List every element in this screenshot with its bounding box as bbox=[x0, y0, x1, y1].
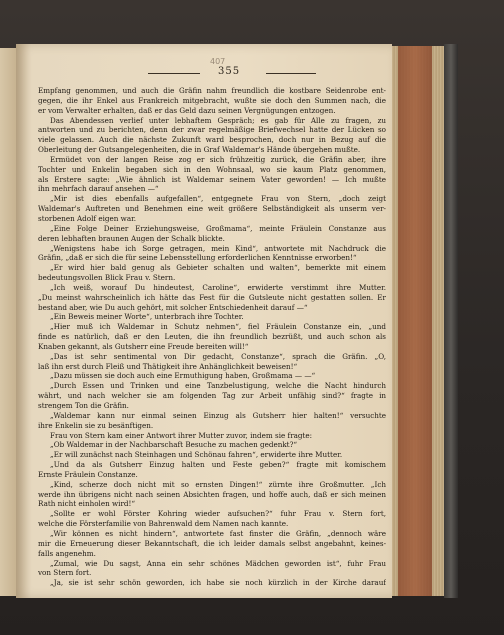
text-line: „Und da als Gutsherr Einzug halten und Feste geben?“ fragte mit komischem bbox=[50, 460, 386, 470]
text-line: er vom Verwalter erhalten, daß er das Geld dazu seinen Vergnügungen entzogen. bbox=[38, 105, 336, 115]
text-line: „Wir können es nicht hindern“, antwortete fast finster die Gräfin, „dennoch wäre bbox=[50, 528, 386, 538]
text-line: bestand aber, wie Du auch gehört, mit solcher Entschiedenheit darauf —“ bbox=[38, 302, 308, 312]
text-line: laß ihn erst durch Fleiß und Thätigkeit ihre Anhänglichkeit beweisen!“ bbox=[38, 361, 298, 371]
text-line: Waldemar's Auftreten und Benehmen eine weit größere Selbständigkeit als unserm ver- bbox=[38, 204, 386, 214]
text-line: „Mir ist dies ebenfalls aufgefallen“, entgegnete Frau von Stern, „doch zeigt bbox=[50, 194, 386, 204]
text-line: „Eine Folge Deiner Erziehungsweise, Großmama“, meinte Fräulein Constanze aus bbox=[50, 223, 386, 233]
red-edge-band bbox=[398, 46, 432, 596]
text-line: antworten und zu berichten, denn der zwar regelmäßige Briefwechsel hatte der Lücken so bbox=[38, 125, 386, 135]
text-line: „Ob Waldemar in der Nachbarschaft Besuche zu machen gedenkt?“ bbox=[50, 440, 298, 450]
text-line: strengem Ton die Gräfin. bbox=[38, 401, 129, 410]
body-text bbox=[38, 86, 386, 588]
text-line: währt, und nach welcher sie am folgenden Tag zur Arbeit unfähig sind?“ fragte in bbox=[38, 391, 386, 401]
text-line: „Durch Essen und Trinken und eine Tanzbelustigung, welche die Nacht hindurch bbox=[50, 381, 386, 391]
text-line: Tochter und Enkelin begaben sich in den Wohnsaal, wo sie kaum Platz genommen, bbox=[38, 164, 386, 174]
text-line: ihn mehrfach darauf ansehen —“ bbox=[38, 184, 159, 194]
pencil-annotation: 407 bbox=[210, 57, 226, 66]
text-line: „Sollte er wohl Förster Kohring wieder aufsuchen?“ fuhr Frau v. Stern fort, bbox=[50, 509, 386, 519]
text-line: ihre Enkelin sie zu besänftigen. bbox=[38, 420, 154, 430]
book-cover-edge bbox=[444, 44, 458, 598]
header-rule-right bbox=[266, 73, 316, 74]
text-line: Ermüdet von der langen Reise zog er sich frühzeitig zurück, die Gräfin aber, ihre bbox=[50, 154, 386, 164]
text-line: „Du meinst wahrscheinlich ich hätte das Fest für die Gutsleute nicht gestatten sollen. Er bbox=[38, 292, 386, 302]
text-line: Oberleitung der Gutsangelegenheiten, die in Graf Waldemar's Hände übergehen mußte. bbox=[38, 145, 361, 155]
page-header bbox=[40, 66, 386, 82]
text-line: „Ich weiß, worauf Du hindeutest, Caroline“, erwiderte verstimmt ihre Mutter. bbox=[50, 282, 386, 292]
text-line: Frau von Stern kam einer Antwort ihrer Mutter zuvor, indem sie fragte: bbox=[50, 430, 313, 440]
text-line: mir die Erneuerung dieser Bekanntschaft, die ich leider damals selbst angebahnt, keines- bbox=[38, 538, 386, 548]
left-page-edge bbox=[0, 48, 17, 596]
text-line: „Ein Beweis meiner Worte“, unterbrach ihre Tochter. bbox=[50, 312, 244, 322]
text-line: von Stern fort. bbox=[38, 568, 92, 578]
text-line: Gräfin, „daß er sich die für seine Lebensstellung erforderlichen Kenntnisse erworben!“ bbox=[38, 253, 357, 263]
text-line: „Er wird hier bald genug als Gebieter schalten und walten“, bemerkte mit einem bbox=[50, 263, 386, 273]
text-line: Ernste Fräulein Constanze. bbox=[38, 469, 138, 479]
text-line: „Wenigstens habe ich Sorge getragen, mein Kind“, antwortete mit Nachdruck die bbox=[50, 243, 386, 253]
text-line: „Hier muß ich Waldemar in Schutz nehmen“, fiel Fräulein Constanze ein, „und bbox=[50, 322, 386, 332]
text-line: storbenen Adolf eigen war. bbox=[38, 213, 137, 223]
text-line: Rath nicht einholen wird!“ bbox=[38, 499, 136, 509]
text-line: falls angenehm. bbox=[38, 548, 96, 558]
text-line: „Ja, sie ist sehr schön geworden, ich habe sie noch kürzlich in der Kirche darauf bbox=[50, 578, 386, 588]
text-line: gegen, die ihr Enkel aus Frankreich mitgebracht, wußte sie doch den Summen nach, die bbox=[38, 95, 386, 105]
header-rule-left bbox=[148, 73, 200, 74]
text-line: werde ihn übrigens nicht nach seinen Absichten fragen, und hoffe auch, daß er sich meinen bbox=[38, 489, 386, 499]
text-line: welche die Försterfamilie von Bahrenwald dem Namen nach kannte. bbox=[38, 519, 289, 529]
text-line: bedeutungsvollen Blick Frau v. Stern. bbox=[38, 273, 176, 283]
text-line: als Erstere sagte: „Wie ähnlich ist Waldemar seinem Vater geworden! — Ich mußte bbox=[38, 174, 386, 184]
text-line: „Er will zunächst nach Steinhagen und Schönau fahren“, erwiderte ihre Mutter. bbox=[50, 450, 343, 460]
text-line: „Das ist sehr sentimental von Dir gedacht, Constanze“, sprach die Gräfin. „O, bbox=[50, 351, 386, 361]
text-line: „Kind, scherze doch nicht mit so ernsten Dingen!“ zürnte ihre Großmutter. „Ich bbox=[50, 479, 386, 489]
text-line: Das Abendessen verlief unter lebhaftem Gespräch; es gab für Alle zu fragen, zu bbox=[50, 115, 386, 125]
text-line: Empfang genommen, und auch die Gräfin nahm freundlich die kostbare Seidenrobe ent- bbox=[38, 86, 386, 95]
text-line: „Waldemar kann nur einmal seinen Einzug als Gutsherr hier halten!“ versuchte bbox=[50, 410, 386, 420]
page-number: 355 bbox=[218, 66, 241, 77]
text-line: Knaben gekannt, als Gutsherr eine Freude bereiten will!“ bbox=[38, 341, 249, 351]
text-line: „Zumal, wie Du sagst, Anna ein sehr schönes Mädchen geworden ist“, fuhr Frau bbox=[50, 558, 386, 568]
text-line: deren lebhaften braunen Augen der Schalk blickte. bbox=[38, 233, 225, 243]
text-line: finde es natürlich, daß er den Leuten, die ihn freundlich bezrüßt, und auch schon als bbox=[38, 332, 386, 342]
text-line: viele gelassen. Auch die nächste Zukunft ward besprochen, doch nur in Bezug auf die bbox=[38, 135, 386, 145]
text-line: „Dazu müssen sie doch auch eine Ermuthigung haben, Großmama — —“ bbox=[50, 371, 316, 381]
